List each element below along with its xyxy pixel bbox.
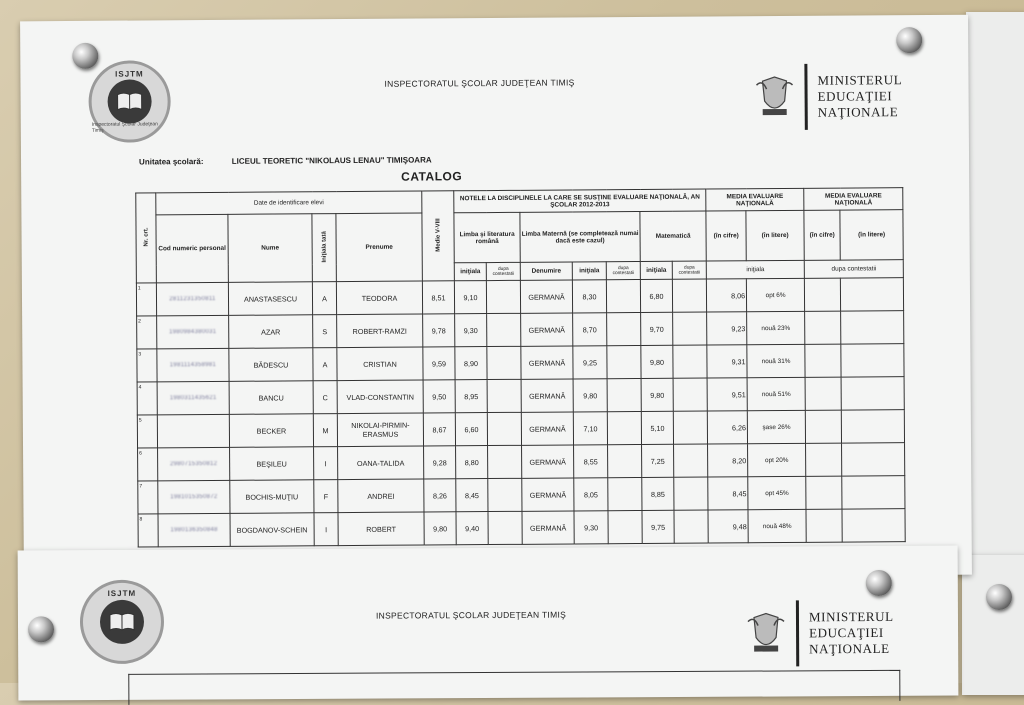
header-initiala-tata: Iniţiala tată (312, 214, 336, 282)
media-cifre-cell: 9,48 (708, 510, 748, 543)
logo-subtext: Inspectoratul Şcolar Judeţean Timiş (92, 121, 168, 134)
surname-cell: BOCHIS-MUŢIU (230, 480, 314, 514)
materna-denumire-cell: GERMANĂ (521, 313, 573, 346)
matematica-dupa-cell (673, 312, 707, 345)
header-media-ev-1: MEDIA EVALUARE NAŢIONALĂ (706, 188, 804, 211)
ministry-divider-bottom (796, 600, 799, 666)
surname-cell: BOGDANOV-SCHEIN (230, 513, 314, 547)
materna-denumire-cell: GERMANĂ (522, 478, 574, 511)
inspectorate-title: INSPECTORATUL ŞCOLAR JUDEŢEAN TIMIŞ (384, 77, 574, 88)
grades-table (135, 187, 906, 547)
ministry-line-2: EDUCAŢIEI (818, 88, 903, 105)
isjtm-logo (88, 60, 171, 143)
romana-dupa-cell (487, 379, 521, 412)
media-cifre-dupa-cell (805, 311, 841, 344)
coat-of-arms-icon (754, 75, 794, 119)
first-name-cell: ROBERT-RAMZI (337, 314, 423, 348)
surname-cell: AZAR (229, 315, 313, 349)
header-cnp: Cod numeric personal (156, 214, 228, 283)
cnp-cell: 1981015350872 (158, 480, 230, 514)
media-cifre-cell: 9,23 (707, 312, 747, 345)
materna-dupa-cell (608, 477, 642, 510)
first-name-cell: NIKOLAI-PIRMIN-ERASMUS (337, 413, 423, 447)
header-in-cifre-2: (în cifre) (804, 210, 840, 260)
ministry-name (817, 72, 902, 121)
school-unit-name: LICEUL TEORETIC "NIKOLAUS LENAU" TIMIŞOARA (232, 155, 432, 165)
pushpin (72, 43, 98, 69)
matematica-dupa-cell (674, 444, 708, 477)
materna-initiala-cell: 9,25 (573, 346, 607, 379)
father-initial-cell: S (313, 315, 337, 348)
media-litere-dupa-cell (842, 476, 905, 509)
row-number: 2 (137, 316, 157, 349)
romana-initiala-cell: 8,45 (456, 479, 488, 512)
matematica-initiala-cell: 9,70 (641, 312, 673, 345)
ministry-line-1: MINISTERUL (809, 609, 894, 625)
matematica-dupa-cell (673, 411, 707, 444)
materna-dupa-cell (607, 312, 641, 345)
materna-initiala-cell: 9,30 (574, 511, 608, 544)
media-cifre-cell: 6,26 (707, 411, 747, 444)
matematica-dupa-cell (674, 477, 708, 510)
header-mate-dupa: dupa contestatii (672, 261, 706, 279)
media-v-viii-cell: 8,26 (424, 479, 456, 512)
header-in-litere-1: (în litere) (746, 210, 804, 260)
matematica-initiala-cell: 8,85 (642, 477, 674, 510)
header-in-litere-2: (în litere) (840, 210, 903, 260)
first-name-cell: VLAD-CONSTANTIN (337, 380, 423, 414)
romana-initiala-cell: 9,40 (456, 512, 488, 545)
surname-cell: BEŞILEU (230, 447, 314, 481)
media-cifre-dupa-cell (805, 344, 841, 377)
table-row (137, 410, 904, 448)
matematica-dupa-cell (672, 279, 706, 312)
media-litere-cell: şase 26% (747, 410, 805, 443)
materna-denumire-cell: GERMANĂ (521, 379, 573, 412)
romana-initiala-cell: 8,95 (455, 380, 487, 413)
table-row (137, 377, 904, 415)
adjacent-sheet-right (966, 12, 1024, 557)
media-litere-dupa-cell (841, 311, 904, 344)
media-litere-cell: opt 20% (748, 443, 806, 476)
materna-initiala-cell: 8,70 (573, 313, 607, 346)
table-row (138, 476, 905, 514)
matematica-dupa-cell (674, 510, 708, 543)
ministry-block-bottom (746, 600, 894, 667)
header-in-cifre-1: (în cifre) (706, 211, 746, 261)
book-icon (100, 600, 144, 644)
media-litere-cell: opt 6% (746, 278, 804, 311)
ministry-line-3: NAŢIONALE (818, 104, 903, 121)
pushpin (986, 584, 1012, 610)
romana-dupa-cell (487, 313, 521, 346)
header-media-ev-2: MEDIA EVALUARE NAŢIONALĂ (804, 188, 903, 211)
first-name-cell: ANDREI (338, 479, 424, 513)
materna-dupa-cell (608, 444, 642, 477)
matematica-initiala-cell: 9,80 (641, 378, 673, 411)
school-unit-line (139, 155, 458, 166)
surname-cell: BANCU (229, 381, 313, 415)
catalog-sheet (20, 15, 972, 582)
materna-initiala-cell: 7,10 (573, 412, 607, 445)
header-matematica: Matematică (640, 211, 706, 261)
romana-dupa-cell (488, 445, 522, 478)
cnp-cell: 1980136350848 (158, 513, 230, 547)
header-nr: Nr. crt. (136, 193, 157, 283)
father-initial-cell: A (312, 282, 336, 315)
materna-denumire-cell: GERMANĂ (520, 280, 572, 313)
materna-dupa-cell (608, 510, 642, 543)
media-cifre-dupa-cell (806, 443, 842, 476)
first-name-cell: CRISTIAN (337, 347, 423, 381)
row-number: 3 (137, 349, 157, 382)
romana-dupa-cell (487, 412, 521, 445)
materna-dupa-cell (607, 411, 641, 444)
row-number: 4 (137, 382, 157, 415)
media-litere-cell: nouă 51% (747, 377, 805, 410)
media-litere-dupa-cell (841, 410, 904, 443)
header-media-dupa: dupa contestatii (804, 260, 903, 279)
father-initial-cell: I (314, 447, 338, 480)
table-row (137, 311, 904, 349)
media-cifre-cell: 9,31 (707, 345, 747, 378)
matematica-dupa-cell (673, 378, 707, 411)
romana-dupa-cell (488, 511, 522, 544)
header-mate-initiala: iniţiala (640, 261, 672, 279)
logo-acronym-bottom: ISJTM (108, 589, 137, 598)
romana-initiala-cell: 9,30 (455, 314, 487, 347)
media-cifre-cell: 8,20 (708, 444, 748, 477)
media-litere-cell: nouă 31% (747, 344, 805, 377)
header-nume: Nume (228, 214, 312, 283)
adjacent-sheet-right-lower (962, 555, 1024, 695)
second-catalog-sheet (18, 546, 959, 701)
surname-cell: BĂDESCU (229, 348, 313, 382)
school-unit-label: Unitatea şcolară: (139, 157, 204, 166)
romana-initiala-cell: 8,90 (455, 347, 487, 380)
ministry-name-bottom (809, 609, 894, 657)
media-litere-dupa-cell (842, 443, 905, 476)
romana-dupa-cell (486, 280, 520, 313)
media-cifre-cell: 8,06 (706, 279, 746, 312)
materna-dupa-cell (607, 378, 641, 411)
media-v-viii-cell: 9,28 (424, 446, 456, 479)
cnp-cell: 2811231350811 (156, 282, 228, 316)
row-number: 5 (137, 415, 157, 448)
first-name-cell: TEODORA (336, 281, 422, 315)
row-number: 8 (138, 514, 158, 547)
header-romana-dupa: dupa contestatii (486, 262, 520, 280)
romana-initiala-cell: 6,60 (455, 413, 487, 446)
romana-initiala-cell: 9,10 (454, 281, 486, 314)
father-initial-cell: A (313, 348, 337, 381)
materna-initiala-cell: 9,80 (573, 379, 607, 412)
father-initial-cell: F (314, 480, 338, 513)
media-litere-cell: nouă 23% (747, 311, 805, 344)
media-litere-dupa-cell (842, 509, 905, 542)
first-name-cell: ROBERT (338, 512, 424, 546)
header-materna-dupa: dupa contestatii (606, 261, 640, 279)
table-row (138, 443, 905, 481)
media-cifre-dupa-cell (805, 410, 841, 443)
pushpin (866, 570, 892, 596)
materna-denumire-cell: GERMANĂ (522, 511, 574, 544)
materna-denumire-cell: GERMANĂ (521, 412, 573, 445)
header-materna-initiala: iniţiala (572, 262, 606, 280)
isjtm-logo-bottom (80, 580, 164, 664)
coat-of-arms-icon (746, 611, 786, 655)
media-v-viii-cell: 9,59 (423, 347, 455, 380)
header-materna-denumire: Denumire (520, 262, 572, 280)
cnp-cell: 1980311435621 (157, 381, 229, 415)
table-top-border (128, 670, 900, 705)
media-cifre-dupa-cell (804, 278, 840, 311)
ministry-block (754, 63, 902, 130)
header-limba-materna: Limba Maternă (se completează numai dacă este cazul) (520, 211, 640, 262)
media-cifre-dupa-cell (805, 377, 841, 410)
logo-acronym: ISJTM (115, 69, 144, 78)
matematica-initiala-cell: 6,80 (640, 279, 672, 312)
media-v-viii-cell: 8,67 (423, 413, 455, 446)
father-initial-cell: M (313, 414, 337, 447)
cnp-cell (157, 414, 229, 448)
materna-dupa-cell (606, 279, 640, 312)
surname-cell: ANASTASESCU (228, 282, 312, 316)
media-litere-dupa-cell (841, 344, 904, 377)
media-v-viii-cell: 9,80 (424, 512, 456, 545)
media-cifre-dupa-cell (806, 476, 842, 509)
matematica-initiala-cell: 7,25 (642, 444, 674, 477)
header-romana-initiala: iniţiala (454, 263, 486, 281)
ministry-line-1: MINISTERUL (817, 72, 902, 89)
materna-initiala-cell: 8,55 (574, 445, 608, 478)
romana-initiala-cell: 8,80 (456, 446, 488, 479)
table-row (138, 509, 905, 547)
materna-initiala-cell: 8,05 (574, 478, 608, 511)
materna-dupa-cell (607, 345, 641, 378)
matematica-initiala-cell: 5,10 (641, 411, 673, 444)
media-cifre-cell: 8,45 (708, 477, 748, 510)
table-row (137, 344, 904, 382)
materna-initiala-cell: 8,30 (572, 280, 606, 313)
media-v-viii-cell: 9,50 (423, 380, 455, 413)
matematica-initiala-cell: 9,80 (641, 345, 673, 378)
romana-dupa-cell (488, 478, 522, 511)
cnp-cell: 1981114358981 (157, 348, 229, 382)
catalog-title: CATALOG (401, 169, 462, 183)
pushpin (28, 616, 54, 642)
row-number: 7 (138, 481, 158, 514)
matematica-dupa-cell (673, 345, 707, 378)
ministry-line-3: NAŢIONALE (809, 641, 894, 657)
materna-denumire-cell: GERMANĂ (521, 346, 573, 379)
header-prenume: Prenume (336, 213, 423, 282)
pushpin (896, 27, 922, 53)
materna-denumire-cell: GERMANĂ (522, 445, 574, 478)
ministry-line-2: EDUCAŢIEI (809, 625, 894, 641)
row-number: 1 (136, 283, 156, 316)
media-cifre-dupa-cell (806, 509, 842, 542)
surname-cell: BECKER (229, 414, 313, 448)
media-litere-cell: nouă 48% (748, 509, 806, 542)
media-cifre-cell: 9,51 (707, 378, 747, 411)
father-initial-cell: I (314, 513, 338, 546)
header-media-v-viii: Medie V-VIII (422, 191, 455, 281)
book-icon (107, 79, 151, 123)
ministry-divider (804, 64, 807, 130)
father-initial-cell: C (313, 381, 337, 414)
matematica-initiala-cell: 9,75 (642, 510, 674, 543)
header-identification: Date de identificare elevi (156, 191, 422, 215)
row-number: 6 (138, 448, 158, 481)
header-limba-romana: Limba şi literatura română (454, 212, 520, 262)
media-litere-dupa-cell (841, 377, 904, 410)
romana-dupa-cell (487, 346, 521, 379)
media-v-viii-cell: 9,78 (423, 314, 455, 347)
header-media-initiala: iniţiala (706, 260, 804, 279)
table-row (136, 278, 903, 316)
media-v-viii-cell: 8,51 (422, 281, 454, 314)
first-name-cell: OANA-TALIDA (338, 446, 424, 480)
header-notes: NOTELE LA DISCIPLINELE LA CARE SE SUSŢINE EVALUARE NAŢIONALĂ, AN ŞCOLAR 2012-2013 (454, 189, 706, 213)
cnp-cell: 1980984380031 (157, 315, 229, 349)
media-litere-dupa-cell (840, 278, 903, 311)
media-litere-cell: opt 45% (748, 476, 806, 509)
inspectorate-title-bottom: INSPECTORATUL ŞCOLAR JUDEŢEAN TIMIŞ (376, 610, 566, 621)
cnp-cell: 2980715350812 (158, 447, 230, 481)
